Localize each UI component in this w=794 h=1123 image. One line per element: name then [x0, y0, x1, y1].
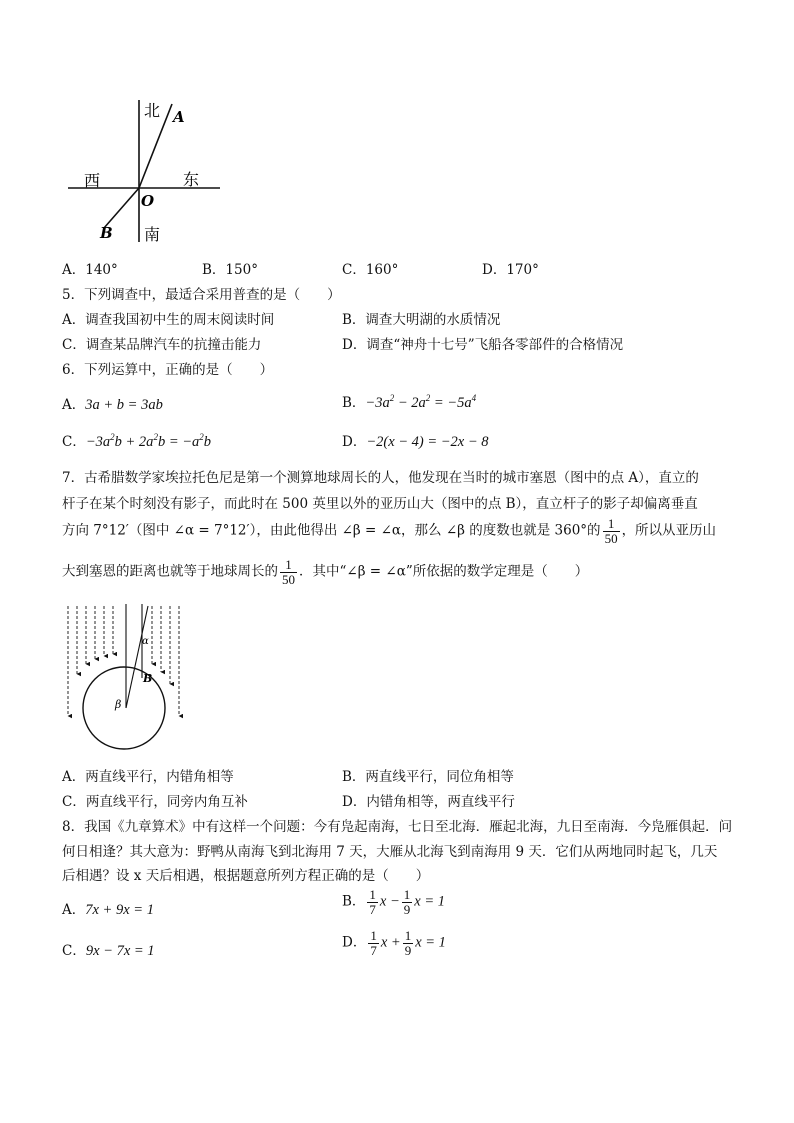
q6-option-b: [342, 391, 476, 412]
q8-line1: 8．我国《九章算术》中有这样一个问题：今有凫起南海，七日至北海．雁起北海，九日至南海．今凫雁俱起．问: [62, 819, 733, 835]
label-B-point: B: [143, 672, 153, 685]
frac-denominator: 7: [369, 901, 376, 917]
q6-label-d: D．: [342, 434, 367, 450]
q7-line2: 杆子在某个时刻没有影子，而此时在 500 英里以外的亚历山大（图中的点 B），直立杆子的影子却偏离垂直: [62, 496, 698, 512]
frac-denominator: 50: [604, 530, 618, 546]
q5-option-c: C．调查某品牌汽车的抗撞击能力: [62, 337, 262, 353]
q8-line3: 后相遇？设 x 天后相遇，根据题意所列方程正确的是（ ）: [62, 868, 430, 884]
label-south: 南: [144, 225, 161, 244]
label-west: 西: [84, 171, 101, 190]
q7-fraction-1: [603, 517, 620, 545]
q8-expr-a: 7x + 9x = 1: [85, 902, 154, 918]
q7-line3: [62, 517, 716, 545]
q7-line4-text-b: ．其中“∠β = ∠α”所依据的数学定理是（ ）: [299, 563, 589, 580]
q5-option-a: A．调查我国初中生的周末阅读时间: [62, 312, 275, 328]
q7-option-a: A．两直线平行，内错角相等: [62, 769, 234, 785]
q8-option-c: [62, 939, 155, 960]
q8-label-c: C．: [62, 943, 86, 959]
q6-label-a: A．: [62, 397, 86, 413]
frac-numerator: 1: [280, 558, 297, 573]
q7-line3-text-a: 方向 7°12′（图中 ∠α = 7°12′），由此他得出 ∠β = ∠α，那么 ∠β 的度数也就是 360°的: [62, 522, 601, 539]
frac-numerator: 1: [404, 928, 412, 943]
q8-d-x2: x = 1: [415, 934, 446, 951]
label-alpha: α: [142, 636, 149, 647]
q5-option-b: B．调查大明湖的水质情况: [342, 312, 501, 328]
direction-figure: [60, 92, 230, 252]
label-beta: β: [115, 698, 122, 711]
frac-denominator: 50: [282, 571, 295, 587]
q8-d-frac1: [368, 929, 379, 957]
label-east: 东: [183, 170, 200, 189]
q7-line4: [62, 558, 588, 586]
label-O: O: [141, 192, 155, 210]
q8-option-a: [62, 898, 154, 919]
q8-label-a: A．: [62, 902, 86, 918]
q7-option-d: D．内错角相等，两直线平行: [342, 794, 515, 810]
q4-option-c: C．160°: [342, 262, 399, 278]
q6-expr-d: −2(x − 4) = −2x − 8: [366, 434, 489, 450]
q8-option-d: [342, 929, 446, 957]
frac-numerator: 1: [370, 928, 377, 943]
earth-sunray-figure: [60, 604, 190, 754]
q6-stem: 6．下列运算中，正确的是（ ）: [62, 362, 274, 378]
label-north: 北: [144, 101, 161, 120]
q8-d-x1: x +: [380, 934, 401, 951]
q6-option-c: [62, 430, 211, 451]
q5-option-d: D．调查“神舟十七号”飞船各零部件的合格情况: [342, 337, 624, 353]
frac-denominator: 7: [370, 942, 377, 958]
q4-option-d: D．170°: [482, 262, 539, 278]
label-B: B: [100, 224, 113, 242]
q8-expr-c: 9x − 7x = 1: [85, 943, 155, 959]
q8-label-d: D．: [342, 934, 367, 951]
q8-b-frac1: [367, 888, 378, 916]
label-A: A: [173, 108, 185, 126]
q8-b-x1: x −: [379, 893, 400, 910]
q7-line3-text-b: ，所以从亚历山: [621, 522, 717, 539]
q6-option-a: [62, 393, 163, 414]
q6-expr-a: 3a + b = 3ab: [85, 397, 163, 413]
q8-d-frac2: [403, 929, 414, 957]
q8-option-b: [342, 888, 445, 916]
q7-line1: 7．古希腊数学家埃拉托色尼是第一个测算地球周长的人，他发现在当时的城市塞恩（图中的点 A），直立的: [62, 470, 699, 486]
q6-label-c: C．: [62, 434, 86, 450]
q6-option-d: [342, 430, 489, 451]
q8-b-frac2: [402, 888, 413, 916]
q8-line2: 何日相逢？其大意为：野鸭从南海飞到北海用 7 天，大雁从北海飞到南海用 9 天．它们从两地同时起飞，几天: [62, 844, 718, 860]
frac-numerator: 1: [603, 517, 620, 532]
q5-stem: 5．下列调查中，最适合采用普查的是（ ）: [62, 287, 341, 303]
q4-option-a: A．140°: [62, 262, 118, 278]
frac-denominator: 9: [403, 901, 411, 917]
q7-option-b: B．两直线平行，同位角相等: [342, 769, 514, 785]
frac-denominator: 9: [404, 942, 412, 958]
frac-numerator: 1: [403, 887, 411, 902]
q7-line4-text-a: 大到塞恩的距离也就等于地球周长的: [62, 563, 278, 580]
q8-label-b: B．: [342, 893, 366, 910]
q6-expr-b: $-3a^2 - 2a^2 = -5a^4$: [365, 393, 477, 411]
q6-expr-c: $-3a^2b + 2a^2b = -a^2b$: [85, 432, 212, 450]
frac-numerator: 1: [369, 887, 376, 902]
q8-b-x2: x = 1: [414, 893, 446, 910]
q7-fraction-2: [280, 558, 297, 586]
q7-option-c: C．两直线平行，同旁内角互补: [62, 794, 248, 810]
q6-label-b: B．: [342, 395, 366, 411]
q4-option-b: B．150°: [202, 262, 258, 278]
